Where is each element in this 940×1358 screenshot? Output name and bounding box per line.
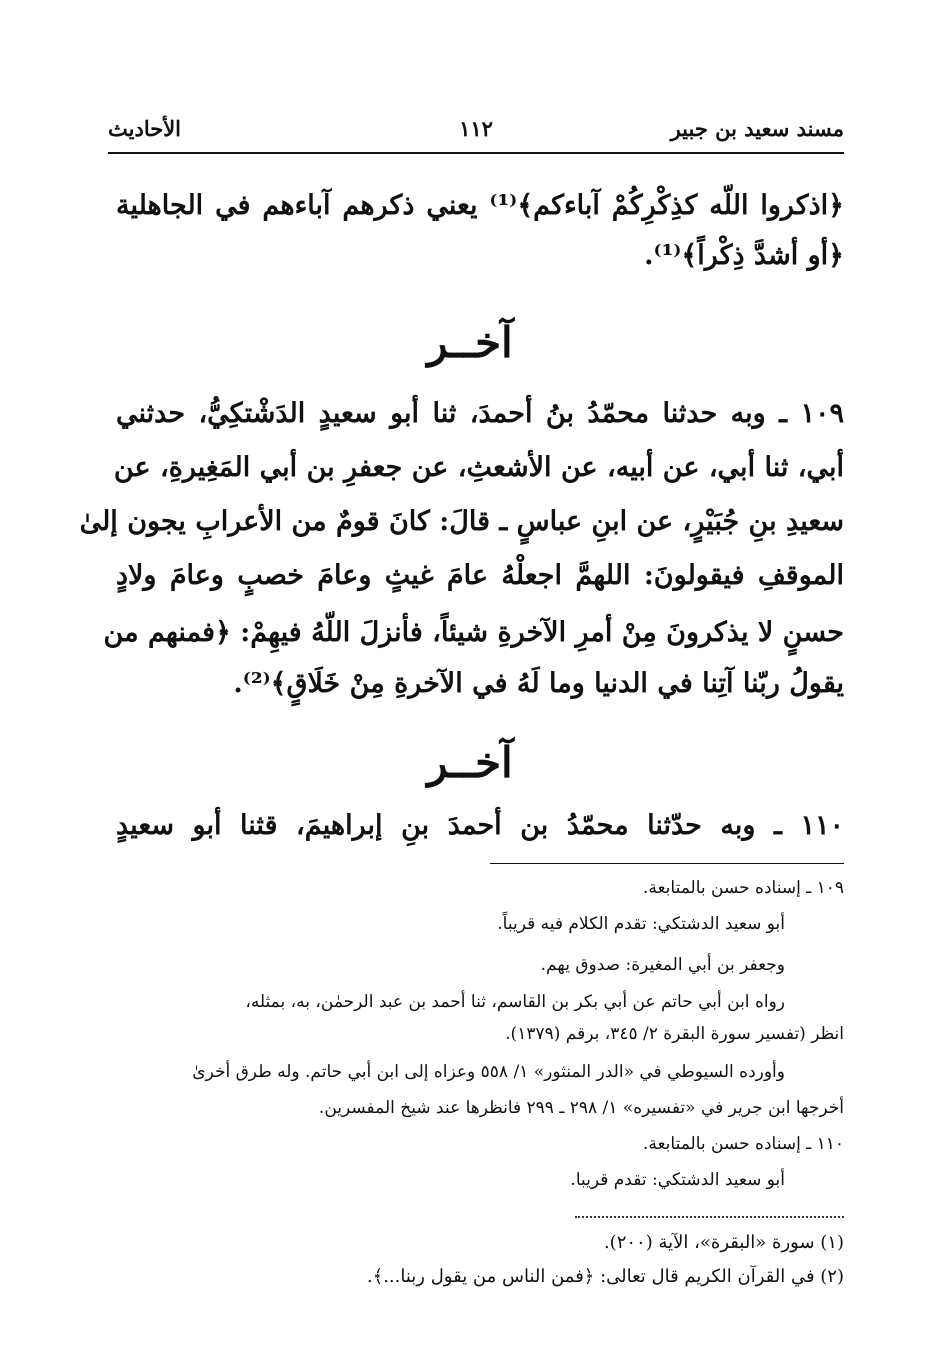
section-title: الأحاديث [108,116,182,141]
note-line: انظر (تفسير سورة البقرة ٢/ ٣٤٥، برقم (١٣٧٩). [505,1024,844,1044]
hadith-109-line: الموقفِ فيقولونَ: اللهمَّ اجعلْهُ عامَ غيثٍ وعامَ خصبٍ وعامَ ولادٍ [116,560,844,591]
note-line: أخرجها ابن جرير في «تفسيره» ١/ ٢٩٨ ـ ٢٩٩ فانظرها عند شيخ المفسرين. [318,1098,844,1118]
hadith-109-line: حسنٍ لا يذكرونَ مِنْ أمرِ الآخرةِ شيئاً، فأنزلَ اللّهُ فيهِمْ: ﴿فمنهم من [103,617,844,648]
hadith-109-line: يقولُ ربّنا آتِنا في الدنيا وما لَهُ في الآخرةِ مِنْ خَلَاقٍ﴾⁽²⁾. [233,668,844,699]
note-line: ١١٠ ـ إسناده حسن بالمتابعة. [642,1134,844,1154]
hadith-109-line: سعيدِ بنِ جُبَيْرٍ، عن ابنِ عباسٍ ـ قالَ: كانَ قومٌ من الأعرابِ يجون إلىٰ [79,506,844,537]
page-number: ١١٢ [459,116,493,141]
section-heading: آخــر [427,318,513,367]
note-line: ١٠٩ ـ إسناده حسن بالمتابعة. [642,878,844,898]
hadith-109-line: أبي، ثنا أبي، عن أبيه، عن الأشعثِ، عن جعفرِ بن أبي المَغِيرةِ، عن [113,452,844,483]
notes-separator [490,863,844,864]
running-header [108,116,844,152]
header-rule [108,152,844,154]
footnote-separator [575,1216,844,1218]
note-line: وجعفر بن أبي المغيرة: صدوق يهم. [540,955,785,975]
book-title: مسند سعيد بن جبير [670,116,844,141]
note-line: أبو سعيد الدشتكي: تقدم قريبا. [570,1170,785,1190]
note-line: أبو سعيد الدشتكي: تقدم الكلام فيه قريباً. [497,914,785,934]
body-line: ﴿أو أشدَّ ذِكْراً﴾⁽¹⁾. [644,240,844,271]
body-line: ﴿اذكروا اللّه كذِكْرِكُمْ آباءكم﴾⁽¹⁾ يعني ذكرهم آباءهم في الجاهلية [116,190,844,221]
note-line: رواه ابن أبي حاتم عن أبي بكر بن القاسم، ثنا أحمد بن عبد الرحمٰن، به، بمثله، [245,992,785,1012]
note-line: وأورده السيوطي في «الدر المنثور» ١/ ٥٥٨ وعزاه إلى ابن أبي حاتم. وله طرق أخرىٰ [192,1062,785,1082]
hadith-110-line: ١١٠ ـ وبه حدّثنا محمّدُ بن أحمدَ بنِ إبراهيمَ، قثنا أبو سعيدٍ [116,810,844,841]
footnote: (٢) في القرآن الكريم قال تعالى: ﴿فمن الناس من يقول ربنا...﴾. [366,1266,844,1287]
footnote: (١) سورة «البقرة»، الآية (٢٠٠). [603,1232,844,1253]
section-heading: آخــر [427,738,513,787]
hadith-109-line: ١٠٩ ـ وبه حدثنا محمّدُ بنُ أحمدَ، ثنا أبو سعيدٍ الدَشْتكِيُّ، حدثني [116,398,844,429]
